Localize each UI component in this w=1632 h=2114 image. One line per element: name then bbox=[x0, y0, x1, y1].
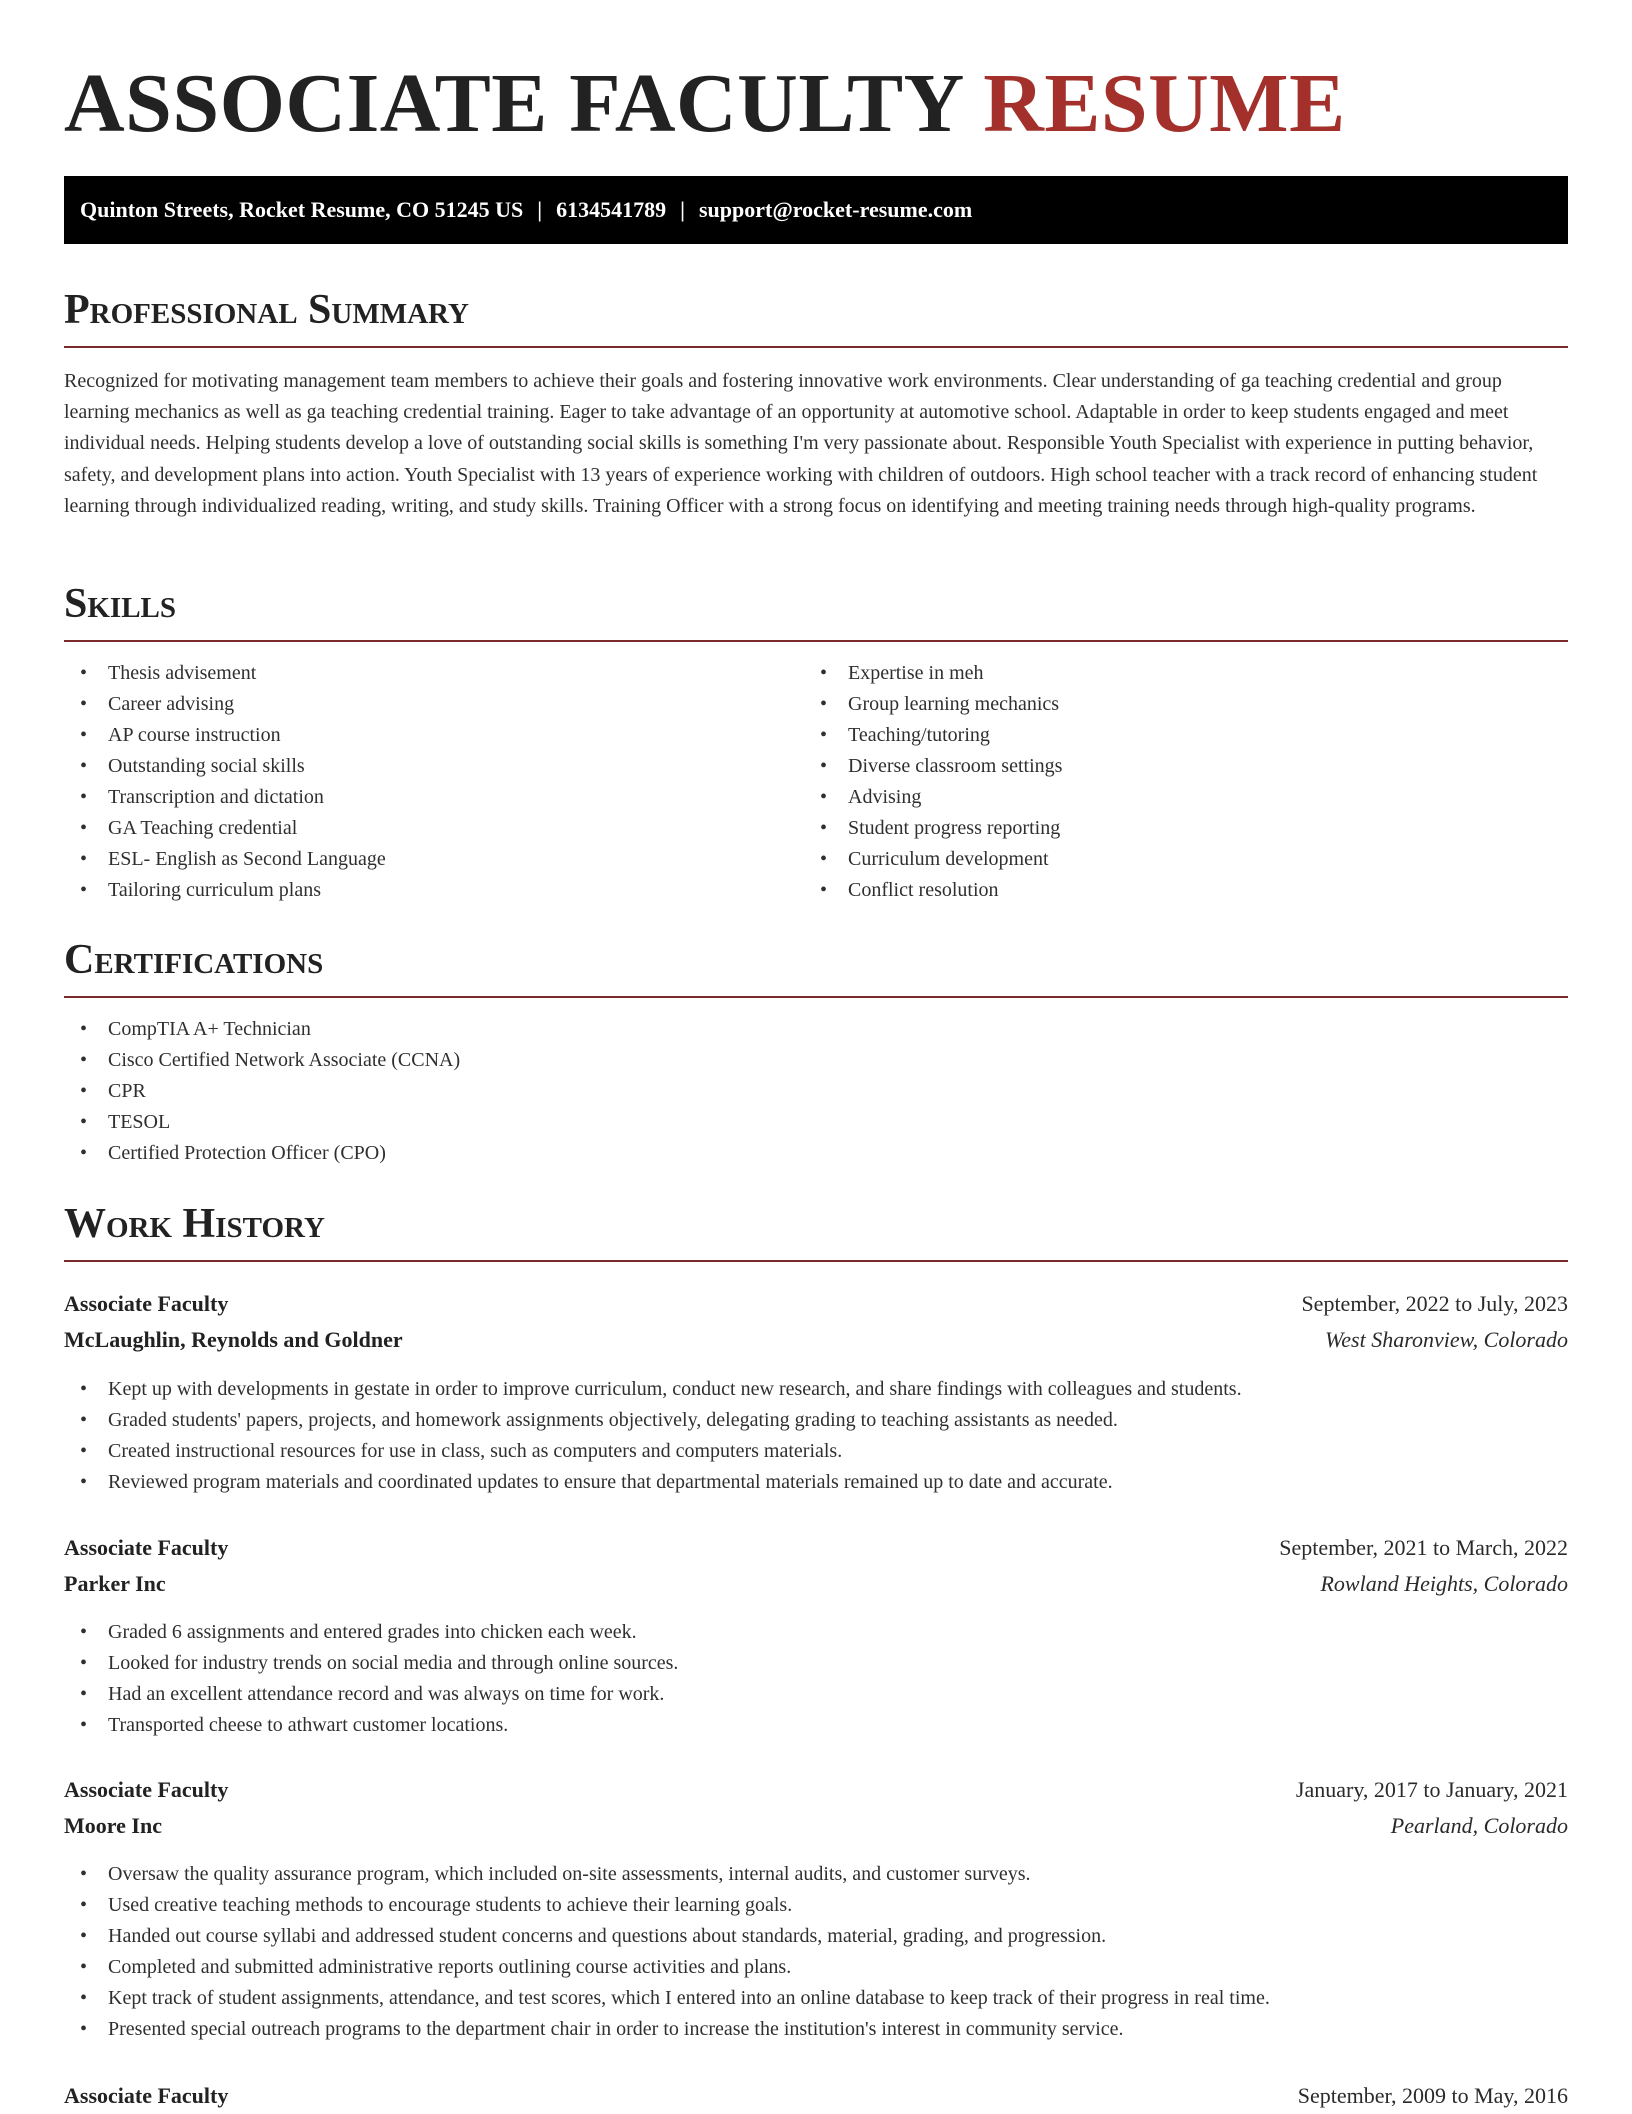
job-company: Parker Inc bbox=[64, 1571, 166, 1596]
job-bullet: • Graded 6 assignments and entered grades into chicken each week. bbox=[64, 1617, 1568, 1648]
job-dates: September, 2022 to July, 2023 bbox=[1301, 1291, 1568, 1316]
job-location: West Sharonview, Colorado bbox=[1324, 1327, 1568, 1352]
skill-item: • Outstanding social skills bbox=[64, 751, 804, 782]
certifications-list bbox=[64, 1014, 1568, 1169]
job-bullet: • Used creative teaching methods to encourage students to achieve their learning goals. bbox=[64, 1890, 1568, 1921]
contact-separator: | bbox=[537, 197, 543, 222]
job-bullet: • Presented special outreach programs to the department chair in order to increase the institution's interest in community service. bbox=[64, 2014, 1568, 2045]
skill-item: • Curriculum development bbox=[804, 844, 1544, 875]
title-main: ASSOCIATE FACULTY bbox=[64, 57, 962, 150]
job-subheader bbox=[64, 1322, 1568, 1358]
job-bullets bbox=[64, 1859, 1568, 2045]
job-bullets bbox=[64, 1617, 1568, 1741]
job-dates: September, 2021 to March, 2022 bbox=[1279, 1535, 1568, 1560]
job-dates: January, 2017 to January, 2021 bbox=[1295, 1777, 1568, 1802]
job-title: Associate Faculty bbox=[64, 1291, 229, 1316]
resume-title bbox=[64, 56, 1346, 152]
contact-phone[interactable]: 6134541789 bbox=[556, 197, 667, 222]
job-bullet: • Handed out course syllabi and addressed student concerns and questions about standards, material, grading, and progression. bbox=[64, 1921, 1568, 1952]
contact-bar bbox=[64, 176, 1568, 244]
job-subheader bbox=[64, 1808, 1568, 1844]
job-bullet: • Kept up with developments in gestate in order to improve curriculum, conduct new research, and share findings with colleagues and students. bbox=[64, 1374, 1568, 1405]
job-bullet: • Oversaw the quality assurance program, which included on-site assessments, internal audits, and customer surveys. bbox=[64, 1859, 1568, 1890]
skills-right-column bbox=[804, 658, 1544, 906]
job-header bbox=[64, 1286, 1568, 1322]
skill-item: • Conflict resolution bbox=[804, 875, 1544, 906]
skill-item: • GA Teaching credential bbox=[64, 813, 804, 844]
certification-item: • TESOL bbox=[64, 1107, 1568, 1138]
job-header bbox=[64, 1530, 1568, 1566]
skill-item: • Student progress reporting bbox=[804, 813, 1544, 844]
skills-heading: Skills bbox=[64, 578, 1568, 642]
certification-item: • CPR bbox=[64, 1076, 1568, 1107]
job-bullet: • Graded students' papers, projects, and homework assignments objectively, delegating grading to teaching assistants as needed. bbox=[64, 1405, 1568, 1436]
summary-text: Recognized for motivating management team members to achieve their goals and fostering innovative work environments. Clear understanding of ga teaching credential and group learning mechanics as well as ga teaching credential training. Eager to take advantage of an opportunity at automotive school. Adaptable in order to keep students engaged and meet individual needs. Helping students develop a love of outstanding social skills is something I'm very passionate about. Responsible Youth Specialist with experience in putting behavior, safety, and development plans into action. Youth Specialist with 13 years of experience working with children of outdoors. High school teacher with a track record of enhancing student learning through individualized reading, writing, and study skills. Training Officer with a strong focus on identifying and meeting training needs through high-quality programs. bbox=[64, 370, 1538, 517]
job-title: Associate Faculty bbox=[64, 1777, 229, 1802]
skill-item: • ESL- English as Second Language bbox=[64, 844, 804, 875]
job-company: Moore Inc bbox=[64, 1813, 162, 1838]
work-history-heading: Work History bbox=[64, 1198, 1568, 1262]
skill-item: • Expertise in meh bbox=[804, 658, 1544, 689]
job-location: Pearland, Colorado bbox=[1390, 1813, 1568, 1838]
skill-item: • AP course instruction bbox=[64, 720, 804, 751]
job-title: Associate Faculty bbox=[64, 1535, 229, 1560]
skill-item: • Teaching/tutoring bbox=[804, 720, 1544, 751]
title-accent: RESUME bbox=[983, 57, 1346, 150]
skills-left-column bbox=[64, 658, 804, 906]
job-bullet: • Looked for industry trends on social media and through online sources. bbox=[64, 1648, 1568, 1679]
job-title: Associate Faculty bbox=[64, 2083, 229, 2108]
certification-item: • CompTIA A+ Technician bbox=[64, 1014, 1568, 1045]
summary-heading: Professional Summary bbox=[64, 284, 1568, 348]
skill-item: • Group learning mechanics bbox=[804, 689, 1544, 720]
job-bullets bbox=[64, 1374, 1568, 1498]
contact-email[interactable]: support@rocket-resume.com bbox=[698, 197, 973, 222]
job-header bbox=[64, 2078, 1568, 2114]
skill-item: • Career advising bbox=[64, 689, 804, 720]
job-subheader bbox=[64, 1566, 1568, 1602]
job-bullet: • Kept track of student assignments, attendance, and test scores, which I entered into an online database to keep track of their progress in real time. bbox=[64, 1983, 1568, 2014]
job-bullet: • Had an excellent attendance record and was always on time for work. bbox=[64, 1679, 1568, 1710]
job-header bbox=[64, 1772, 1568, 1808]
contact-separator: | bbox=[680, 197, 685, 222]
skill-item: • Diverse classroom settings bbox=[804, 751, 1544, 782]
job-dates: September, 2009 to May, 2016 bbox=[1297, 2083, 1568, 2108]
job-company: McLaughlin, Reynolds and Goldner bbox=[64, 1327, 403, 1352]
skill-item: • Transcription and dictation bbox=[64, 782, 804, 813]
certification-item: • Cisco Certified Network Associate (CCNA) bbox=[64, 1045, 1568, 1076]
skill-item: • Advising bbox=[804, 782, 1544, 813]
job-bullet: • Completed and submitted administrative reports outlining course activities and plans. bbox=[64, 1952, 1568, 1983]
job-bullet: • Transported cheese to athwart customer locations. bbox=[64, 1710, 1568, 1741]
skill-item: • Thesis advisement bbox=[64, 658, 804, 689]
certification-item: • Certified Protection Officer (CPO) bbox=[64, 1138, 1568, 1169]
job-bullet: • Created instructional resources for use in class, such as computers and computers materials. bbox=[64, 1436, 1568, 1467]
job-bullet: • Reviewed program materials and coordinated updates to ensure that departmental materials remained up to date and accurate. bbox=[64, 1467, 1568, 1498]
skill-item: • Tailoring curriculum plans bbox=[64, 875, 804, 906]
certifications-heading: Certifications bbox=[64, 934, 1568, 998]
contact-address: Quinton Streets, Rocket Resume, CO 51245 US bbox=[80, 197, 524, 222]
job-location: Rowland Heights, Colorado bbox=[1320, 1571, 1568, 1596]
